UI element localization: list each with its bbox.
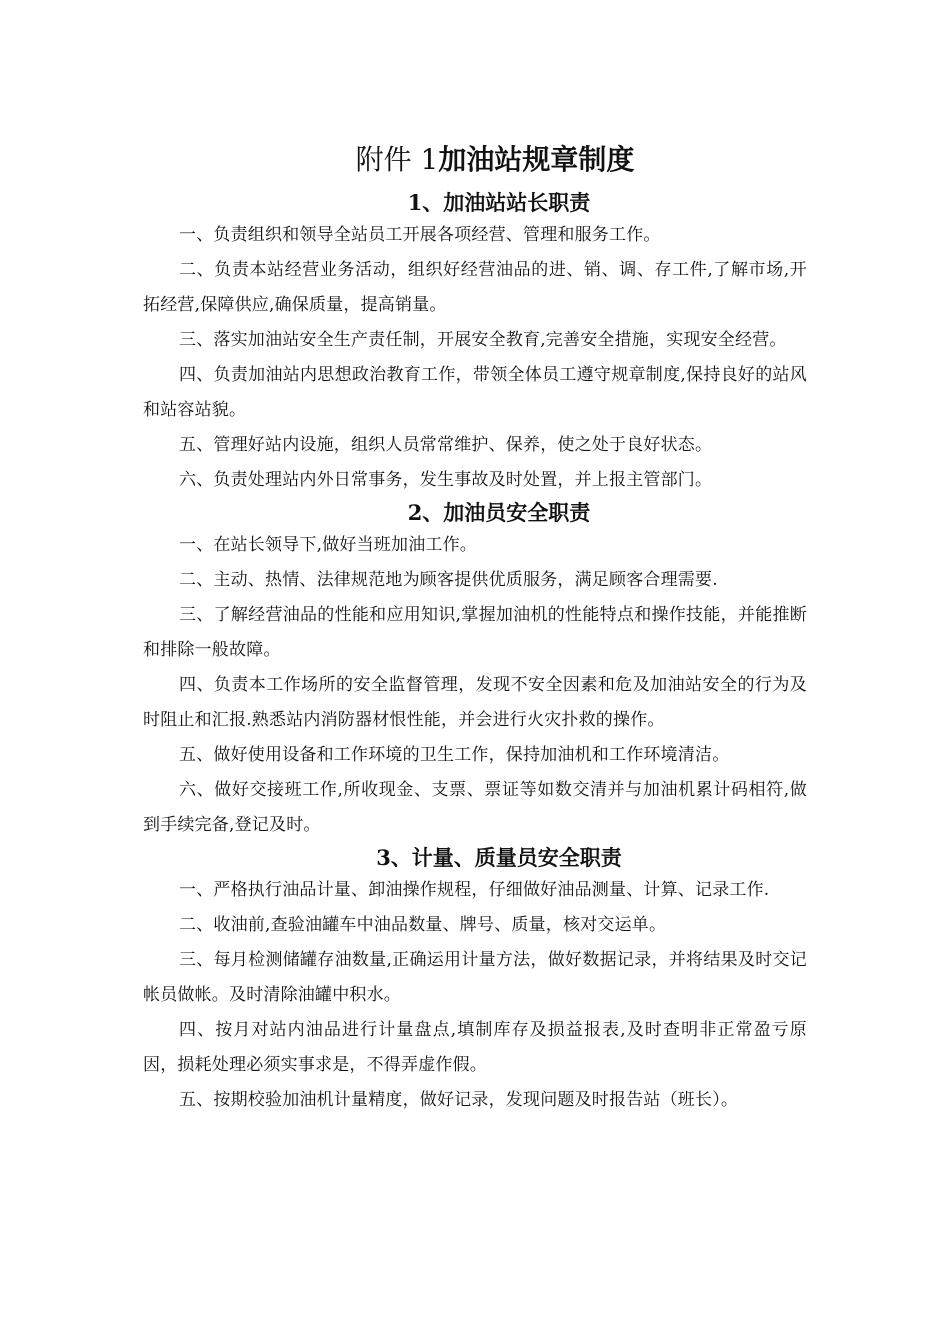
section-2 [143, 498, 807, 843]
paragraph: 一、严格执行油品计量、卸油操作规程，仔细做好油品测量、计算、记录工作. [179, 880, 770, 900]
section-heading: 3、计量、质量员安全职责 [376, 845, 622, 870]
section-heading: 2、加油员安全职责 [407, 500, 591, 525]
paragraph: 五、按期校验加油机计量精度，做好记录，发现问题及时报告站（班长）。 [179, 1090, 739, 1110]
document-title-prefix: 附件 1 [355, 143, 439, 176]
paragraph: 二、负责本站经营业务活动，组织好经营油品的进、销、调、存工件,了解市场,开拓经营,保障供应,确保质量，提高销量。 [143, 260, 807, 315]
paragraph: 三、每月检测储罐存油数量,正确运用计量方法，做好数据记录，并将结果及时交记帐员做帐。及时清除油罐中积水。 [143, 950, 807, 1005]
paragraph: 三、了解经营油品的性能和应用知识,掌握加油机的性能特点和操作技能，并能推断和排除一般故障。 [143, 605, 807, 660]
section-heading: 1、加油站站长职责 [407, 190, 591, 215]
paragraph: 二、主动、热情、法律规范地为顾客提供优质服务，满足顾客合理需要. [179, 570, 718, 590]
paragraph: 二、收油前,查验油罐车中油品数量、牌号、质量，核对交运单。 [179, 915, 667, 935]
paragraph: 一、在站长领导下,做好当班加油工作。 [179, 535, 478, 555]
document-title-main: 加油站规章制度 [438, 143, 635, 176]
paragraph: 三、落实加油站安全生产责任制，开展安全教育,完善安全措施，实现安全经营。 [179, 330, 787, 350]
paragraph: 四、按月对站内油品进行计量盘点,填制库存及损益报表,及时查明非正常盈亏原因，损耗处理必须实事求是，不得弄虚作假。 [143, 1020, 807, 1075]
section-1 [143, 188, 807, 498]
paragraph: 五、做好使用设备和工作环境的卫生工作，保持加油机和工作环境清洁。 [179, 745, 730, 765]
paragraph: 六、负责处理站内外日常事务，发生事故及时处置，并上报主管部门。 [179, 470, 713, 490]
section-3 [143, 843, 807, 1118]
paragraph: 一、负责组织和领导全站员工开展各项经营、管理和服务工作。 [179, 225, 661, 245]
paragraph: 四、负责加油站内思想政治教育工作，带领全体员工遵守规章制度,保持良好的站风和站容站貌。 [143, 365, 807, 420]
paragraph: 四、负责本工作场所的安全监督管理，发现不安全因素和危及加油站安全的行为及时阻止和汇报.熟悉站内消防器材恨性能，并会进行火灾扑救的操作。 [143, 675, 807, 730]
document-page [143, 138, 807, 1118]
document-title [143, 138, 807, 182]
paragraph: 六、做好交接班工作,所收现金、支票、票证等如数交清并与加油机累计码相符,做到手续完备,登记及时。 [143, 780, 807, 835]
paragraph: 五、管理好站内设施，组织人员常常维护、保养，使之处于良好状态。 [179, 435, 713, 455]
